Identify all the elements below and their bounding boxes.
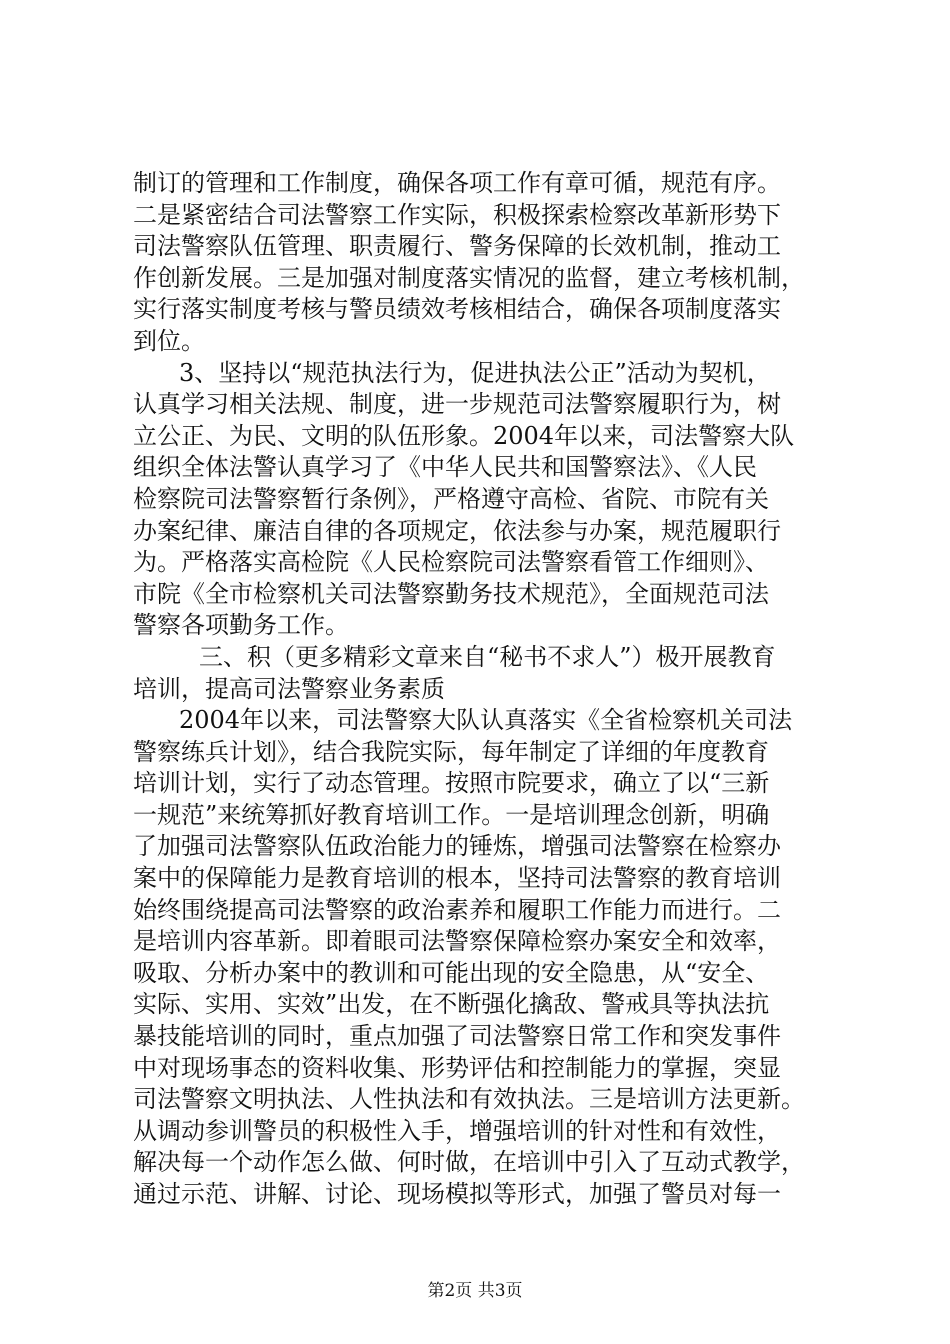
text-line: 检察院司法警察暂行条例》，严格遵守高检、省院、市院有关 xyxy=(133,484,769,513)
text-line: 暴技能培训的同时，重点加强了司法警察日常工作和突发事件 xyxy=(133,1022,781,1051)
text-line: 了加强司法警察队伍政治能力的锤炼，增强司法警察在检察办 xyxy=(133,832,781,861)
text-line: 中对现场事态的资料收集、形势评估和控制能力的掌握，突显 xyxy=(133,1053,781,1082)
text-line: 立公正、为民、文明的队伍形象。2004年以来，司法警察大队 xyxy=(133,421,795,450)
text-line: 从调动参训警员的积极性入手，增强培训的针对性和有效性， xyxy=(133,1116,781,1145)
text-line: 警察练兵计划》，结合我院实际，每年制定了详细的年度教育 xyxy=(133,737,769,766)
text-line: 实行落实制度考核与警员绩效考核相结合，确保各项制度落实 xyxy=(133,295,781,324)
text-line: 司法警察文明执法、人性执法和有效执法。三是培训方法更新。 xyxy=(133,1085,805,1114)
text-line: 案中的保障能力是教育培训的根本，坚持司法警察的教育培训 xyxy=(133,864,781,893)
text-line: 市院《全市检察机关司法警察勤务技术规范》，全面规范司法 xyxy=(133,579,769,608)
text-line: 一规范”来统筹抓好教育培训工作。一是培训理念创新，明确 xyxy=(133,800,770,829)
text-line: 到位。 xyxy=(133,326,205,355)
text-line: 解决每一个动作怎么做、何时做，在培训中引入了互动式教学， xyxy=(133,1148,805,1177)
text-line: 警察各项勤务工作。 xyxy=(133,611,349,640)
text-line: 是培训内容革新。即着眼司法警察保障检察办案安全和效率， xyxy=(133,927,781,956)
text-line: 二是紧密结合司法警察工作实际，积极探索检察改革新形势下 xyxy=(133,200,781,229)
section-heading-line: 三、积（更多精彩文章来自“秘书不求人”）极开展教育 xyxy=(199,642,776,671)
text-line: 始终围绕提高司法警察的政治素养和履职工作能力而进行。二 xyxy=(133,895,781,924)
text-line: 通过示范、讲解、讨论、现场模拟等形式，加强了警员对每一 xyxy=(133,1180,781,1208)
text-line: 制订的管理和工作制度，确保各项工作有章可循，规范有序。 xyxy=(133,169,781,197)
text-line: 为。严格落实高检院《人民检察院司法警察看管工作细则》、 xyxy=(133,548,769,577)
text-line: 组织全体法警认真学习了《中华人民共和国警察法》、《人民 xyxy=(133,453,757,482)
text-line: 认真学习相关法规、制度，进一步规范司法警察履职行为，树 xyxy=(133,390,781,419)
text-line: 吸取、分析办案中的教训和可能出现的安全隐患，从“安全、 xyxy=(133,958,770,987)
document-body xyxy=(133,168,833,1211)
text-line: 作创新发展。三是加强对制度落实情况的监督，建立考核机制， xyxy=(133,263,805,292)
text-line: 实际、实用、实效”出发，在不断强化擒敌、警戒具等执法抗 xyxy=(133,990,770,1019)
paragraph-start-line: 2004年以来，司法警察大队认真落实《全省检察机关司法 xyxy=(179,706,793,735)
text-line: 办案纪律、廉洁自律的各项规定，依法参与办案，规范履职行 xyxy=(133,516,781,545)
text-line: 司法警察队伍管理、职责履行、警务保障的长效机制，推动工 xyxy=(133,232,781,261)
text-line: 培训计划，实行了动态管理。按照市院要求，确立了以“三新 xyxy=(133,769,770,798)
page-number: 第2页 共3页 xyxy=(427,1281,523,1301)
paragraph-start-line: 3、坚持以“规范执法行为，促进执法公正”活动为契机， xyxy=(179,358,771,387)
section-heading-line: 培训，提高司法警察业务素质 xyxy=(133,674,445,703)
page-footer xyxy=(0,1280,950,1302)
